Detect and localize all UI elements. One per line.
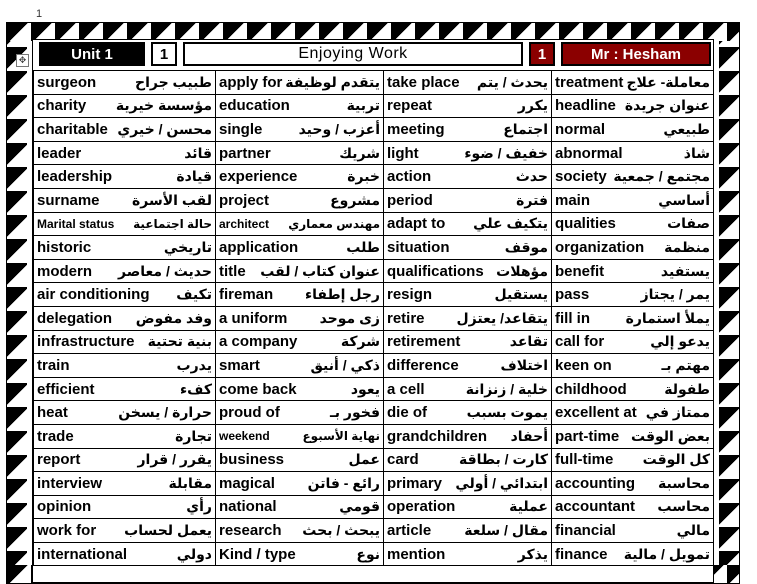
table-row (34, 259, 714, 283)
vocab-cell (216, 330, 384, 354)
english-word: title (219, 262, 246, 280)
arabic-translation: رائع - فاتن (307, 474, 380, 491)
lesson-number: 1 (529, 42, 555, 66)
vocab-cell (34, 94, 216, 118)
table-row (34, 212, 714, 236)
vocab-cell (384, 71, 552, 95)
arabic-translation: يستقيل (494, 286, 548, 303)
vocab-cell (384, 401, 552, 425)
vocab-cell (216, 141, 384, 165)
english-word: qualities (555, 215, 616, 233)
english-word: situation (387, 238, 450, 256)
arabic-translation: يحدث / يتم (476, 73, 548, 90)
english-word: a uniform (219, 309, 288, 327)
arabic-translation: مقابلة (168, 474, 212, 491)
vocab-cell (384, 118, 552, 142)
english-word: surname (37, 191, 100, 209)
arabic-translation: طبيعي (663, 120, 710, 137)
english-word: infrastructure (37, 333, 135, 351)
vocab-cell (552, 519, 714, 543)
arabic-translation: حرارة / يسخن (118, 404, 212, 421)
arabic-translation: يتقدم لوظيفة (285, 73, 380, 90)
arabic-translation: يذكر (517, 545, 548, 562)
arabic-translation: مالي (676, 522, 710, 539)
english-word: magical (219, 474, 275, 492)
english-word: article (387, 522, 432, 540)
english-word: weekend (219, 429, 270, 444)
english-word: modern (37, 262, 93, 280)
vocab-cell (216, 259, 384, 283)
arabic-translation: فخور بـ (329, 404, 380, 421)
table-row (34, 71, 714, 95)
vocab-cell (552, 542, 714, 566)
english-word: meeting (387, 120, 445, 138)
english-word: leadership (37, 168, 113, 186)
vocab-cell (34, 354, 216, 378)
arabic-translation: نوع (356, 545, 380, 562)
table-row (34, 188, 714, 212)
vocab-cell (216, 354, 384, 378)
vocab-cell (216, 377, 384, 401)
english-word: accountant (555, 498, 636, 516)
vocab-cell (34, 259, 216, 283)
arabic-translation: ذكي / أنيق (310, 356, 380, 373)
vocab-cell (216, 71, 384, 95)
table-row (34, 542, 714, 566)
english-word: card (387, 451, 419, 469)
arabic-translation: فترة (516, 191, 548, 208)
table-row (34, 401, 714, 425)
english-word: main (555, 191, 591, 209)
arabic-translation: ممتاز في (645, 404, 710, 421)
arabic-translation: حدث (515, 168, 548, 185)
english-word: organization (555, 238, 645, 256)
english-word: repeat (387, 97, 433, 115)
vocab-cell (216, 472, 384, 496)
vocab-cell (34, 377, 216, 401)
english-word: finance (555, 545, 608, 563)
arabic-translation: يتقاعد/ يعتزل (456, 309, 548, 326)
table-row (34, 118, 714, 142)
table-row (34, 236, 714, 260)
english-word: difference (387, 356, 459, 374)
vocab-cell (552, 306, 714, 330)
vocab-cell (552, 188, 714, 212)
vocab-cell (216, 542, 384, 566)
arabic-translation: صفات (667, 215, 710, 232)
vocab-cell (34, 236, 216, 260)
arabic-translation: يعود (350, 380, 380, 397)
vocab-cell (34, 448, 216, 472)
arabic-translation: يمر / يجتاز (640, 286, 710, 303)
vocab-cell (216, 495, 384, 519)
arabic-translation: لقب الأسرة (131, 191, 212, 208)
vocab-cell (384, 377, 552, 401)
english-word: project (219, 191, 270, 209)
english-word: international (37, 545, 128, 563)
arabic-translation: أعزب / وحيد (298, 120, 380, 137)
vocab-cell (216, 212, 384, 236)
vocab-cell (384, 188, 552, 212)
arabic-translation: مقال / سلعة (464, 522, 548, 539)
english-word: grandchildren (387, 427, 488, 445)
vocab-cell (552, 165, 714, 189)
english-word: Marital status (37, 216, 115, 231)
vocab-cell (552, 236, 714, 260)
english-word: resign (387, 286, 433, 304)
arabic-translation: منظمة (664, 238, 710, 255)
vocab-cell (34, 165, 216, 189)
english-word: treatment (555, 73, 624, 91)
arabic-translation: مشروع (330, 191, 380, 208)
arabic-translation: شركة (340, 333, 380, 350)
vocab-cell (384, 212, 552, 236)
arabic-translation: طبيب جراح (134, 73, 212, 90)
english-word: delegation (37, 309, 113, 327)
arabic-translation: محاسبة (658, 474, 710, 491)
english-word: report (37, 451, 81, 469)
english-word: national (219, 498, 277, 516)
arabic-translation: ابتدائي / أولي (455, 474, 548, 491)
vocab-cell (34, 141, 216, 165)
arabic-translation: طلب (346, 238, 380, 255)
arabic-translation: رأي (186, 498, 212, 515)
arabic-translation: قيادة (176, 168, 212, 185)
arabic-translation: خلية / زنزانة (465, 380, 548, 397)
unit-title: Enjoying Work (183, 42, 523, 66)
decorative-triangle-border (6, 22, 740, 584)
vocab-cell (552, 495, 714, 519)
vocab-cell (384, 330, 552, 354)
english-word: business (219, 451, 285, 469)
arabic-translation: اجتماع (503, 120, 548, 137)
vocab-cell (216, 94, 384, 118)
vocab-cell (216, 448, 384, 472)
arabic-translation: محسن / خيري (117, 120, 212, 137)
english-word: research (219, 522, 282, 540)
english-word: surgeon (37, 73, 97, 91)
english-word: partner (219, 144, 271, 162)
vocab-cell (34, 118, 216, 142)
arabic-translation: يموت بسبب (466, 404, 548, 421)
vocab-cell (384, 424, 552, 448)
english-word: trade (37, 427, 74, 445)
english-word: qualifications (387, 262, 484, 280)
table-row (34, 495, 714, 519)
arabic-translation: مؤهلات (496, 262, 548, 279)
english-word: retirement (387, 333, 461, 351)
vocab-cell (552, 283, 714, 307)
english-word: application (219, 238, 299, 256)
arabic-translation: محاسب (657, 498, 710, 515)
english-word: train (37, 356, 70, 374)
english-word: light (387, 144, 419, 162)
vocab-cell (552, 94, 714, 118)
english-word: childhood (555, 380, 627, 398)
english-word: part-time (555, 427, 620, 445)
arabic-translation: حديث / معاصر (118, 262, 212, 279)
english-word: a company (219, 333, 298, 351)
english-word: full-time (555, 451, 614, 469)
arabic-translation: يكرر (517, 97, 548, 114)
arabic-translation: تربية (346, 97, 380, 114)
vocab-cell (552, 354, 714, 378)
arabic-translation: زى موحد (319, 309, 380, 326)
arabic-translation: مؤسسة خيرية (115, 97, 212, 114)
vocab-cell (384, 236, 552, 260)
english-word: historic (37, 238, 92, 256)
vocab-cell (34, 542, 216, 566)
arabic-translation: كل الوقت (642, 451, 710, 468)
vocab-cell (34, 330, 216, 354)
arabic-translation: يدعو إلي (650, 333, 710, 350)
english-word: heat (37, 404, 68, 422)
vocab-cell (552, 401, 714, 425)
arabic-translation: مهندس معماري (288, 216, 380, 231)
vocab-cell (552, 472, 714, 496)
vocab-cell (552, 71, 714, 95)
arabic-translation: حالة اجتماعية (133, 216, 212, 231)
english-word: operation (387, 498, 456, 516)
arabic-translation: يتكيف علي (473, 215, 548, 232)
english-word: proud of (219, 404, 280, 422)
english-word: air conditioning (37, 286, 150, 304)
table-row (34, 472, 714, 496)
arabic-translation: عمل (348, 451, 380, 468)
vocab-cell (384, 448, 552, 472)
vocab-cell (384, 306, 552, 330)
vocab-cell (552, 141, 714, 165)
vocab-cell (384, 259, 552, 283)
arabic-translation: يقرر / قرار (137, 451, 212, 468)
table-row (34, 424, 714, 448)
arabic-translation: عنوان جريدة (624, 97, 710, 114)
english-word: Kind / type (219, 545, 296, 563)
vocab-cell (216, 165, 384, 189)
vocab-cell (384, 519, 552, 543)
english-word: mention (387, 545, 446, 563)
vocab-cell (34, 495, 216, 519)
english-word: come back (219, 380, 297, 398)
arabic-translation: اختلاف (500, 356, 548, 373)
vocab-cell (384, 141, 552, 165)
vocab-cell (216, 401, 384, 425)
vocab-cell (384, 495, 552, 519)
english-word: excellent at (555, 404, 637, 422)
arabic-translation: نهاية الأسبوع (302, 429, 380, 444)
vocab-cell (552, 259, 714, 283)
english-word: period (387, 191, 433, 209)
arabic-translation: خبرة (347, 168, 380, 185)
vocab-cell (552, 377, 714, 401)
english-word: society (555, 168, 607, 186)
arabic-translation: بعض الوقت (631, 427, 710, 444)
table-row (34, 94, 714, 118)
arabic-translation: طفولة (664, 380, 710, 397)
table-row (34, 165, 714, 189)
vocabulary-table (33, 70, 714, 566)
table-row (34, 448, 714, 472)
vocab-cell (552, 118, 714, 142)
english-word: abnormal (555, 144, 623, 162)
vocab-cell (384, 94, 552, 118)
vocab-cell (384, 472, 552, 496)
english-word: education (219, 97, 290, 115)
unit-number: 1 (151, 42, 177, 66)
arabic-translation: بنية تحتية (147, 333, 212, 350)
vocab-cell (34, 519, 216, 543)
unit-label: Unit 1 (39, 42, 145, 66)
english-word: die of (387, 404, 427, 422)
arabic-translation: وفد مفوض (135, 309, 212, 326)
vocab-cell (34, 212, 216, 236)
english-word: headline (555, 97, 616, 115)
english-word: a cell (387, 380, 425, 398)
vocab-cell (34, 71, 216, 95)
vocab-cell (384, 542, 552, 566)
english-word: interview (37, 474, 103, 492)
vocab-cell (216, 306, 384, 330)
arabic-translation: يستفيد (660, 262, 710, 279)
english-word: efficient (37, 380, 95, 398)
vocab-cell (216, 118, 384, 142)
arabic-translation: مجتمع / جمعية (613, 168, 710, 185)
english-word: charity (37, 97, 87, 115)
table-row (34, 283, 714, 307)
english-word: opinion (37, 498, 92, 516)
vocab-cell (216, 519, 384, 543)
english-word: architect (219, 216, 270, 231)
teacher-name: Mr : Hesham (561, 42, 711, 66)
table-row (34, 377, 714, 401)
vocab-cell (384, 165, 552, 189)
vocab-cell (552, 330, 714, 354)
arabic-translation: قائد (184, 144, 212, 161)
vocab-cell (552, 424, 714, 448)
vocab-cell (384, 283, 552, 307)
arabic-translation: كفء (180, 380, 212, 397)
arabic-translation: أساسي (658, 191, 710, 208)
arabic-translation: تقاعد (509, 333, 548, 350)
arabic-translation: أحفاد (510, 427, 548, 444)
vocab-cell (384, 354, 552, 378)
arabic-translation: عنوان كتاب / لقب (260, 262, 380, 279)
arabic-translation: قومي (339, 498, 380, 515)
arabic-translation: تكيف (176, 286, 212, 303)
vocab-cell (216, 283, 384, 307)
arabic-translation: شريك (339, 144, 380, 161)
arabic-translation: دولي (176, 545, 212, 562)
table-row (34, 306, 714, 330)
arabic-translation: موقف (504, 238, 548, 255)
english-word: leader (37, 144, 82, 162)
vocab-cell (216, 424, 384, 448)
table-row (34, 330, 714, 354)
arabic-translation: تاريخي (163, 238, 212, 255)
english-word: adapt to (387, 215, 446, 233)
table-row (34, 519, 714, 543)
arabic-translation: عملية (509, 498, 548, 515)
vocab-cell (34, 401, 216, 425)
english-word: fireman (219, 286, 274, 304)
worksheet-header (39, 42, 711, 66)
arabic-translation: رجل إطفاء (304, 286, 380, 303)
arabic-translation: تمويل / مالية (623, 545, 710, 562)
english-word: primary (387, 474, 443, 492)
english-word: benefit (555, 262, 605, 280)
english-word: pass (555, 286, 590, 304)
english-word: charitable (37, 120, 108, 138)
english-word: accounting (555, 474, 636, 492)
english-word: fill in (555, 309, 590, 327)
vocab-cell (552, 212, 714, 236)
english-word: take place (387, 73, 460, 91)
vocab-cell (34, 283, 216, 307)
arabic-translation: تجارة (175, 427, 212, 444)
english-word: experience (219, 168, 298, 186)
arabic-translation: شاذ (683, 144, 710, 161)
english-word: action (387, 168, 432, 186)
vocab-cell (216, 188, 384, 212)
arabic-translation: يدرب (176, 356, 212, 373)
arabic-translation: مهتم بـ (661, 356, 710, 373)
english-word: financial (555, 522, 616, 540)
vocab-cell (34, 472, 216, 496)
arabic-translation: معاملة- علاج (626, 73, 710, 90)
vocab-cell (216, 236, 384, 260)
vocab-cell (34, 424, 216, 448)
move-icon[interactable]: ✥ (16, 54, 29, 67)
arabic-translation: يعمل لحساب (124, 522, 212, 539)
english-word: single (219, 120, 263, 138)
vocab-cell (34, 306, 216, 330)
vocab-cell (552, 448, 714, 472)
english-word: keen on (555, 356, 612, 374)
english-word: work for (37, 522, 97, 540)
vocab-cell (34, 188, 216, 212)
arabic-translation: يبحث / بحث (302, 522, 380, 539)
english-word: retire (387, 309, 425, 327)
table-row (34, 354, 714, 378)
arabic-translation: يملأ استمارة (625, 309, 710, 326)
english-word: smart (219, 356, 260, 374)
english-word: normal (555, 120, 606, 138)
english-word: call for (555, 333, 605, 351)
english-word: apply for (219, 73, 283, 91)
arabic-translation: كارت / بطاقة (458, 451, 548, 468)
page-number-mark: 1 (36, 8, 43, 20)
table-row (34, 141, 714, 165)
worksheet-content (32, 39, 714, 583)
arabic-translation: خفيف / ضوء (464, 144, 548, 161)
